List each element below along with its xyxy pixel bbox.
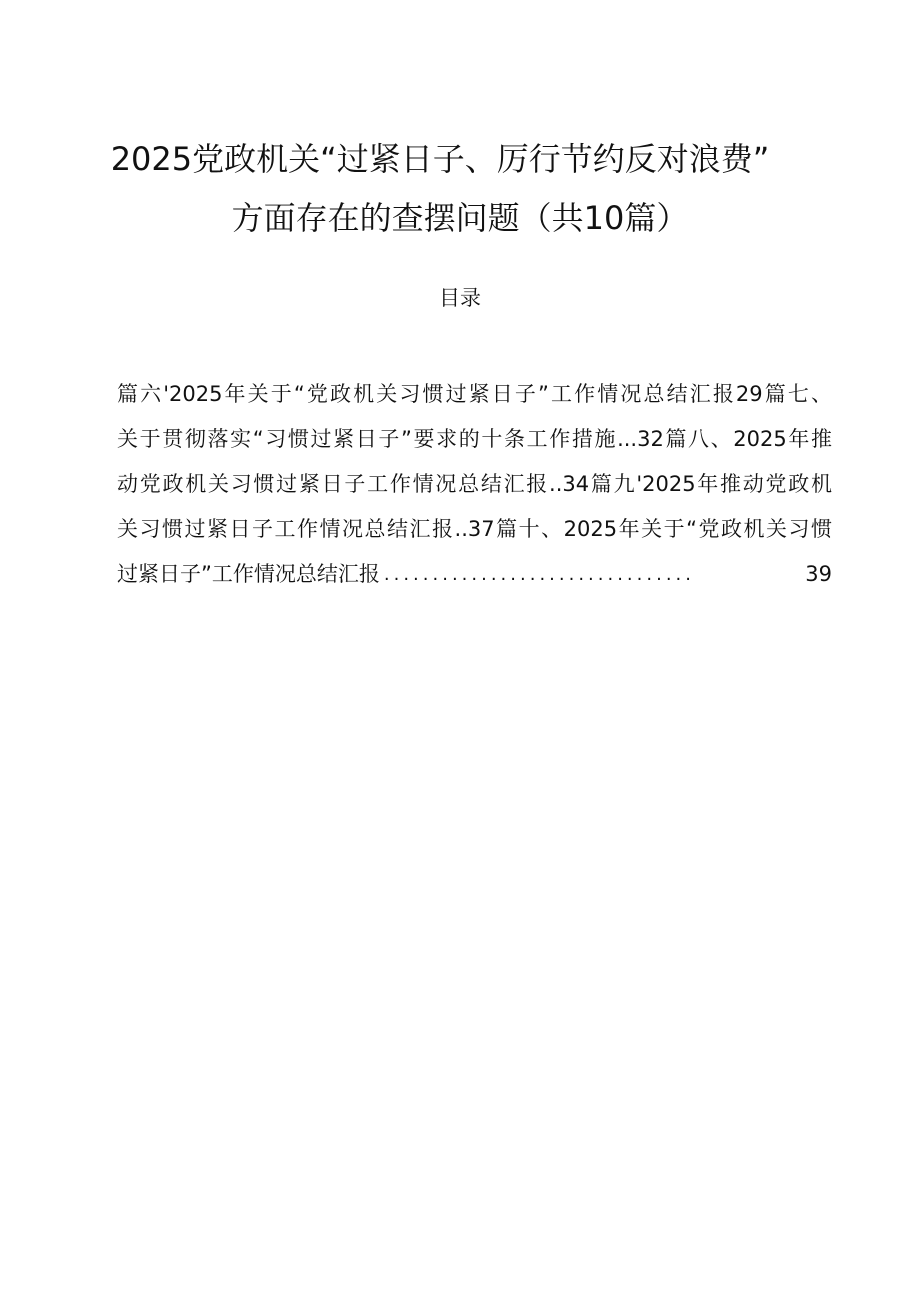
toc-page-number: 39: [805, 562, 832, 586]
toc-line: 动党政机关习惯过紧日子工作情况总结汇报..34篇九'2025年推动党政机: [117, 472, 832, 496]
table-of-contents: [117, 372, 832, 597]
toc-last-line: [117, 552, 832, 597]
toc-dot-leader: ................................: [383, 564, 695, 585]
toc-line: 关于贯彻落实“习惯过紧日子”要求的十条工作措施...32篇八、2025年推: [117, 427, 832, 451]
toc-line: 篇六'2025年关于“党政机关习惯过紧日子”工作情况总结汇报29篇七、: [117, 382, 832, 406]
document-title-line-2: 方面存在的查摆问题（共10篇）: [231, 199, 689, 237]
toc-heading: 目录: [439, 286, 481, 310]
toc-entry-text: 过紧日子”工作情况总结汇报: [117, 562, 380, 586]
document-title-line-1: 2025党政机关“过紧日子、厉行节约反对浪费”: [110, 140, 770, 178]
toc-line: 关习惯过紧日子工作情况总结汇报..37篇十、2025年关于“党政机关习惯: [117, 517, 832, 541]
